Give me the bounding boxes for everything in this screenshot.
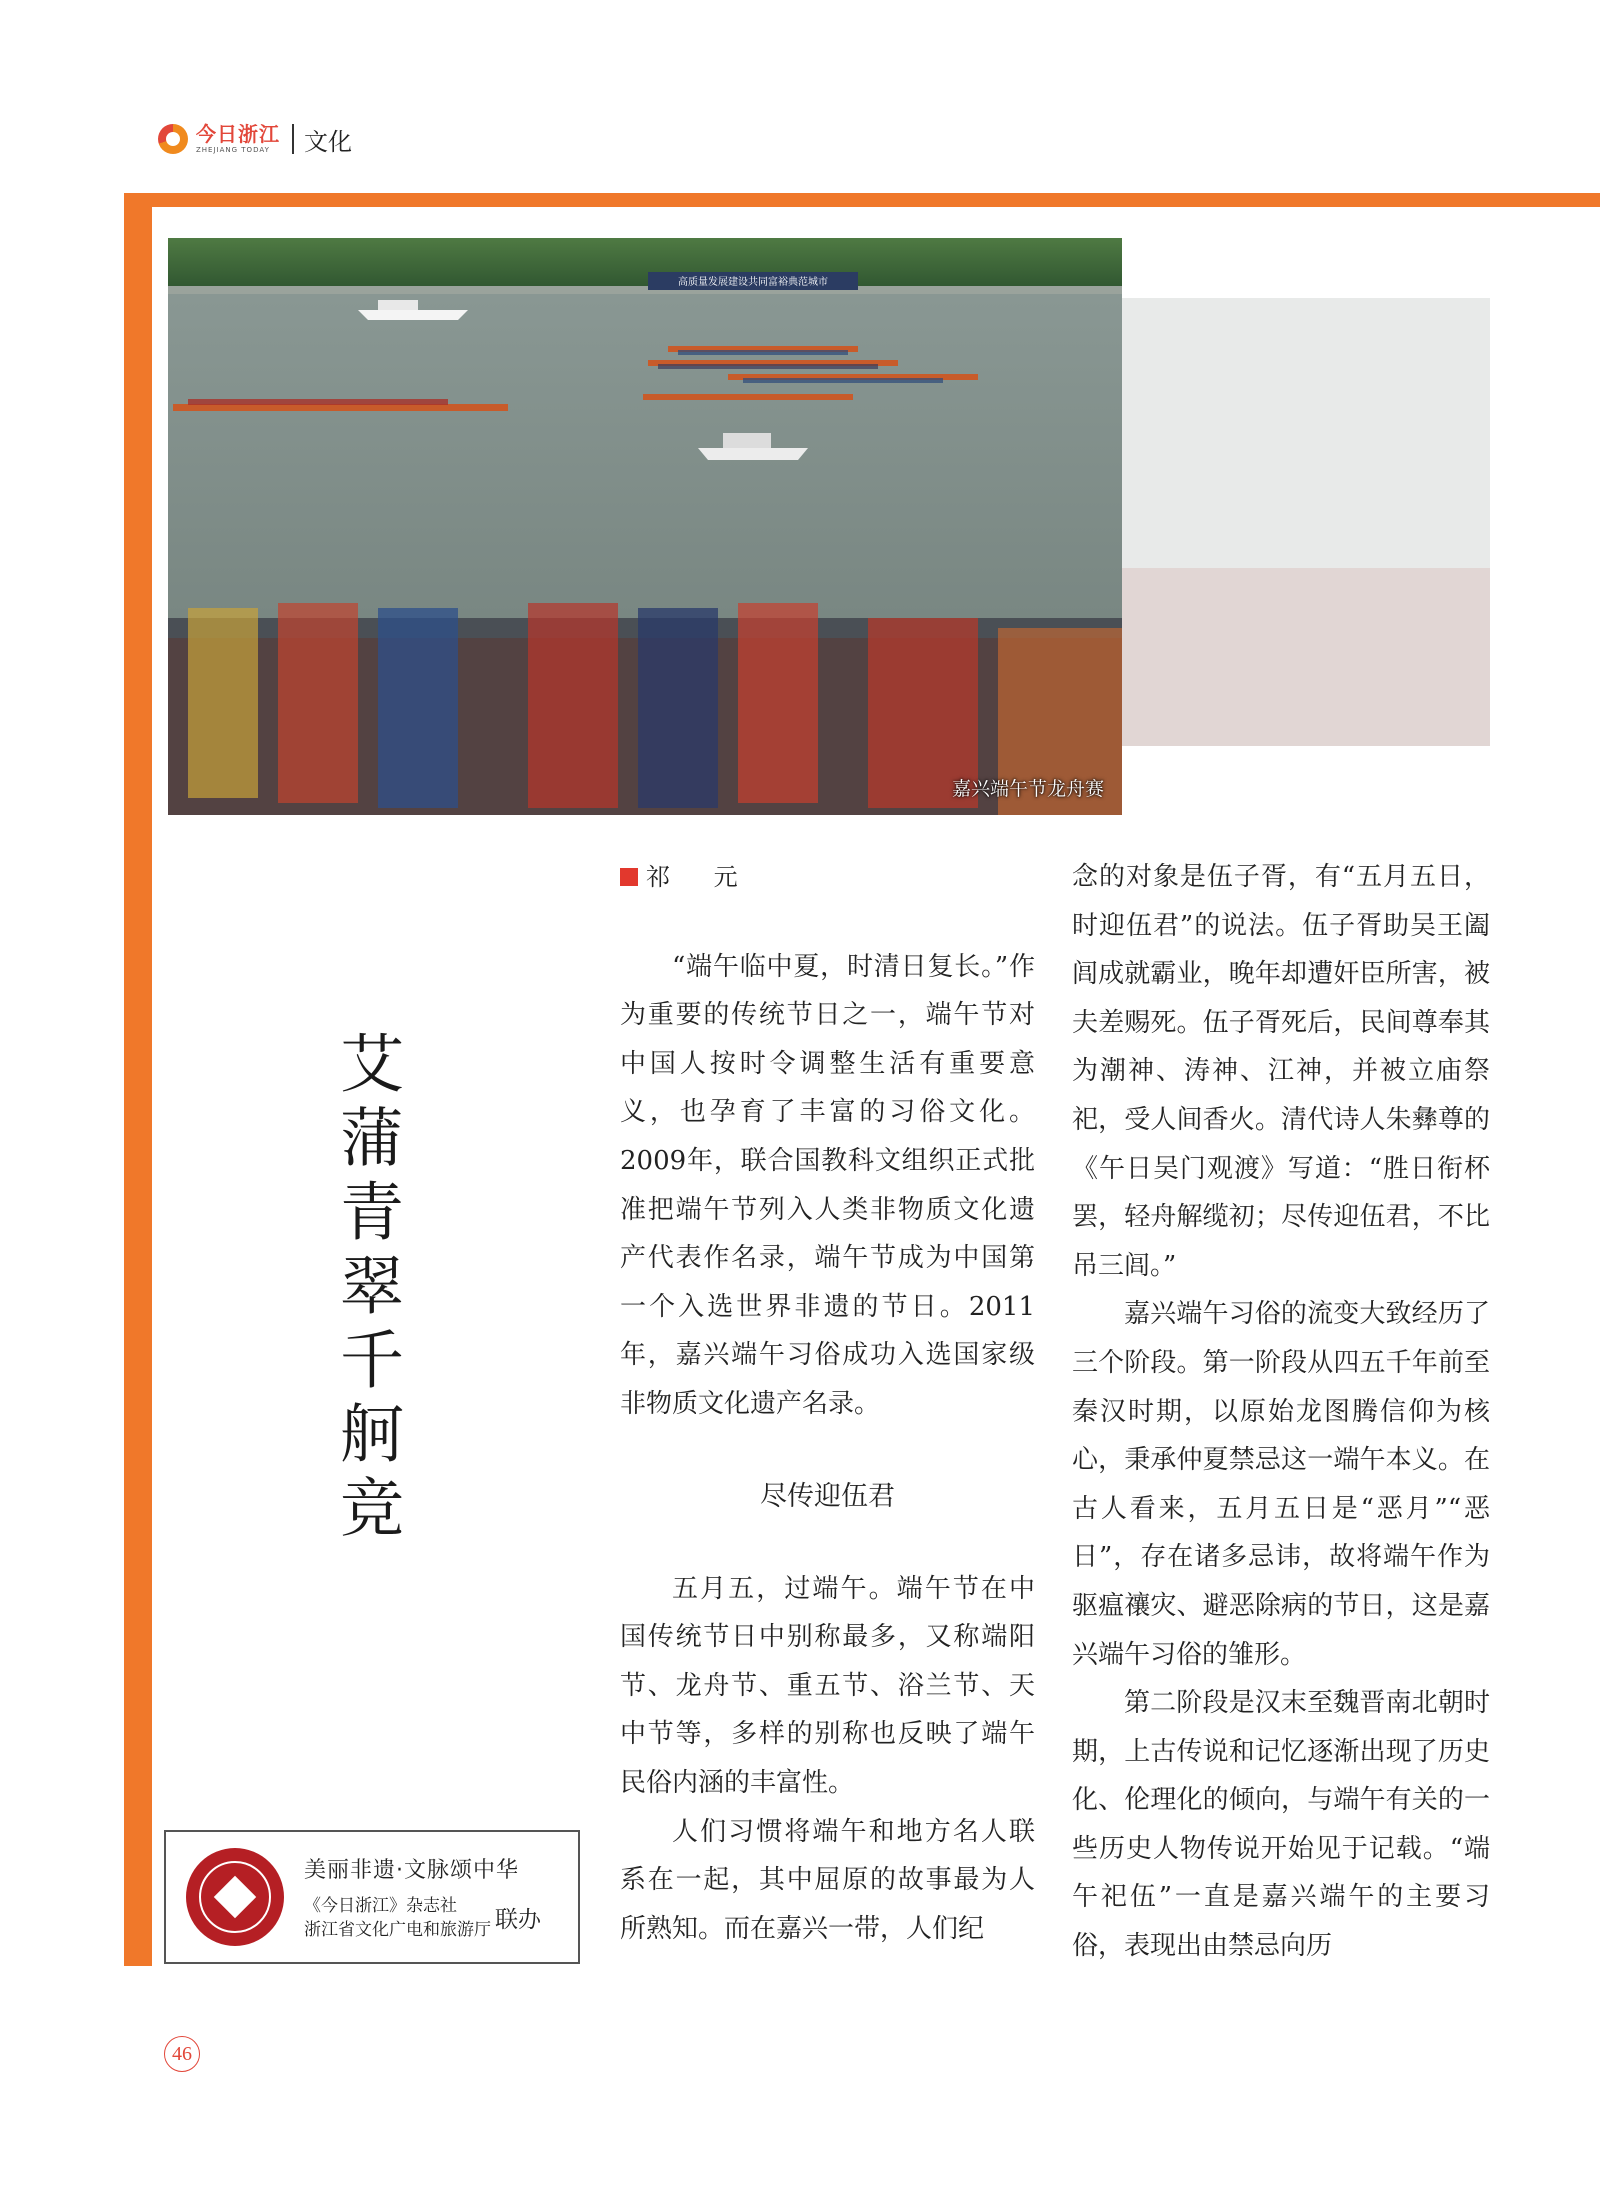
heritage-seal-logo — [186, 1848, 284, 1946]
dragon-boat-photo — [168, 238, 1122, 815]
author-name: 祁 元 — [646, 863, 756, 891]
orange-frame-left — [124, 193, 152, 1966]
author-marker — [620, 868, 638, 886]
logo-english: ZHEJIANG TODAY — [196, 146, 270, 154]
sponsor-slogan: 美丽非遗·文脉颂中华 — [304, 1857, 519, 1883]
page-number: 46 — [164, 2036, 200, 2072]
subheading: 尽传迎伍君 — [760, 1480, 895, 1512]
magazine-logo — [196, 124, 280, 154]
paragraph: “端午临中夏，时清日复长。”作为重要的传统节日之一，端午节对中国人按时令调整生活有重要意义，也孕育了丰富的习俗文化。2009年，联合国教科文组织正式批准把端午节列入人类非物质文化遗产代表作名录，端午节成为中国第一个入选世界非遗的节日。2011年，嘉兴端午习俗成功入选国家级非物质文化遗产名录。 — [620, 951, 1035, 1419]
photo-caption: 嘉兴端午节龙舟赛 — [951, 778, 1104, 800]
orange-frame-top — [124, 193, 1600, 207]
sponsor-joint-label: 联办 — [495, 1907, 541, 1933]
sponsor-box — [164, 1830, 580, 1964]
author-line — [620, 853, 1035, 902]
magazine-logo-icon — [158, 124, 188, 154]
paragraph: 第二阶段是汉末至魏晋南北朝时期，上古传说和记忆逐渐出现了历史化、伦理化的倾向，与端午有关的一些历史人物传说开始见于记载。“端午祀伍”一直是嘉兴端午的主要习俗，表现出由禁忌向历 — [1072, 1688, 1490, 1962]
faded-photo-reflection — [1122, 298, 1490, 746]
text-column-2 — [1072, 853, 1490, 1971]
sponsor-org-magazine: 《今日浙江》杂志社 — [304, 1895, 457, 1916]
logo-chinese: 今日浙江 — [196, 122, 280, 146]
article-title: 艾蒲青翠千舸竞 — [329, 1030, 403, 1548]
section-label: 文化 — [304, 127, 352, 156]
header-divider — [292, 124, 294, 154]
paragraph: 人们习惯将端午和地方名人联系在一起，其中屈原的故事最为人所熟知。而在嘉兴一带，人们纪 — [620, 1816, 1035, 1944]
paragraph: 五月五，过端午。端午节在中国传统节日中别称最多，又称端阳节、龙舟节、重五节、浴兰节、天中节等，多样的别称也反映了端午民俗内涵的丰富性。 — [620, 1573, 1035, 1798]
sponsor-org-department: 浙江省文化广电和旅游厅 — [304, 1919, 491, 1940]
paragraph-continuation: 念的对象是伍子胥，有“五月五日，时迎伍君”的说法。伍子胥助吴王阖闾成就霸业，晚年却遭奸臣所害，被夫差赐死。伍子胥死后，民间尊奉其为潮神、涛神、江神，并被立庙祭祀，受人间香火。清代诗人朱彝尊的《午日吴门观渡》写道：“胜日衔杯罢，轻舟解缆初；尽传迎伍君，不比吊三闾。” — [1072, 862, 1490, 1281]
magazine-header — [158, 118, 352, 160]
paragraph: 嘉兴端午习俗的流变大致经历了三个阶段。第一阶段从四五千年前至秦汉时期，以原始龙图腾信仰为核心，秉承仲夏禁忌这一端午本义。在古人看来，五月五日是“恶月”“恶日”，存在诸多忌讳，故将端午作为驱瘟禳灾、避恶除病的节日，这是嘉兴端午习俗的雏形。 — [1072, 1299, 1490, 1670]
text-column-1 — [620, 853, 1035, 1953]
banner-text: 高质量发展建设共同富裕典范城市 — [678, 277, 828, 288]
